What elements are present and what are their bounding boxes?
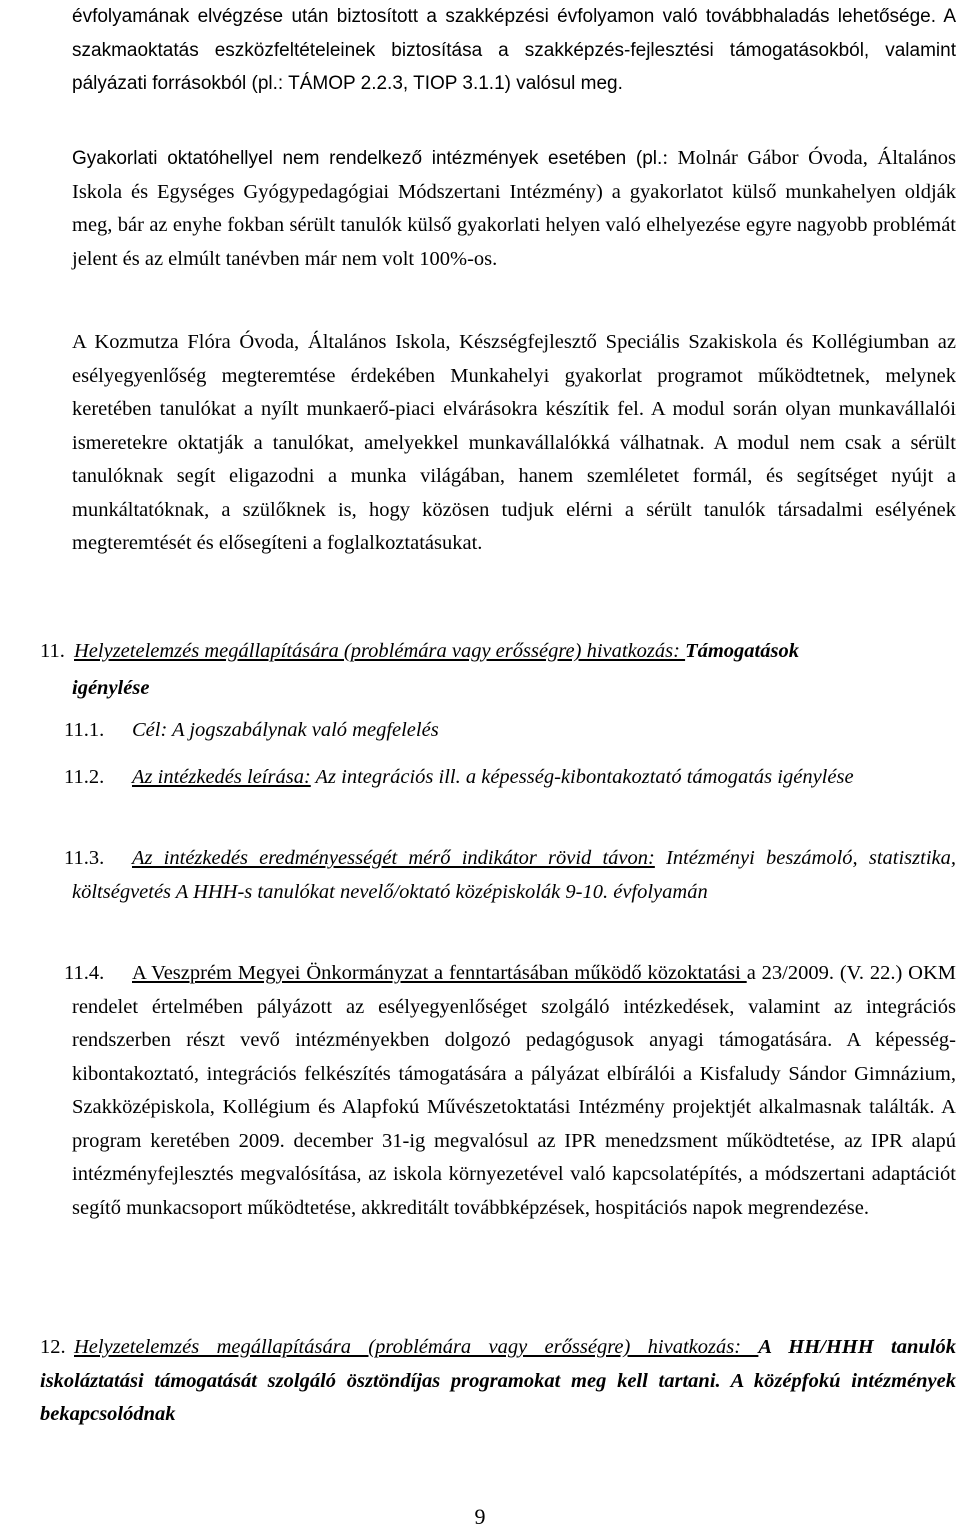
item-11-2-text: Az integrációs ill. a képesség-kibontakoztató támogatás igénylése bbox=[310, 766, 854, 788]
item-11-2 bbox=[64, 761, 956, 795]
item-11-3 bbox=[64, 842, 956, 909]
item-11-1-number: 11.1. bbox=[64, 719, 105, 741]
section-12-title: A HH/HHH tanulók iskoláztatási támogatását szolgáló ösztöndíjas programokat meg kell tartani. A középfokú intézmények bekapcsolódnak bbox=[40, 1336, 956, 1425]
section-11-title-line1: Támogatások bbox=[685, 640, 799, 662]
item-11-1-text: Cél: A jogszabálynak való megfelelés bbox=[132, 719, 439, 741]
page-number: 9 bbox=[474, 1504, 486, 1529]
item-11-3-label: Az intézkedés eredményességét mérő indikátor rövid távon: bbox=[132, 847, 655, 869]
item-11-1 bbox=[64, 714, 956, 748]
section-12-heading bbox=[40, 1331, 956, 1432]
section-11-heading bbox=[40, 634, 956, 668]
paragraph-practical-training bbox=[72, 142, 956, 276]
section-11-title-cont bbox=[72, 671, 149, 705]
item-11-3-number: 11.3. bbox=[64, 847, 105, 869]
paragraph-intro bbox=[72, 0, 956, 101]
paragraph-practical-lead: Gyakorlati oktatóhellyel nem rendelkező intézmények esetében (pl. bbox=[72, 148, 663, 169]
item-11-4-label: A Veszprém Megyei Önkormányzat a fenntartásában működő közoktatási bbox=[132, 962, 747, 984]
paragraph-intro-text: évfolyamának elvégzése után biztosított a szakképzési évfolyamon való továbbhaladás lehetősége. A szakmaoktatás eszközfeltételeinek biztosítása a szakképzés-fejlesztési támogatásokból, valamint pályázati forrásokból (pl.: TÁMOP 2.2.3, TIOP 3.1.1) valósul meg. bbox=[72, 6, 956, 94]
item-11-2-label: Az intézkedés leírása: bbox=[132, 766, 311, 788]
paragraph-practical-rest: : Molnár Gábor Óvoda, Általános Iskola és Egységes Gyógypedagógiai Módszertani Intézmény) a gyakorlatot külső munkahelyen oldják meg, bár az enyhe fokban sérült tanulók külső gyakorlati helyen való elhelyezése egyre nagyobb problémát jelent és az elmúlt tanévben már nem volt 100%-os. bbox=[72, 147, 956, 270]
item-11-4 bbox=[64, 957, 956, 1225]
section-12-reference-label: Helyzetelemzés megállapítására (problémára vagy erősségre) hivatkozás: bbox=[74, 1336, 759, 1358]
section-12-number: 12. bbox=[40, 1336, 66, 1358]
item-11-3-text: Intézményi beszámoló, statisztika, költségvetés A HHH-s tanulókat nevelő/oktató középiskolák 9-10. évfolyamán bbox=[72, 847, 956, 903]
item-11-2-number: 11.2. bbox=[64, 766, 105, 788]
paragraph-kozmutza-text: A Kozmutza Flóra Óvoda, Általános Iskola, Készségfejlesztő Speciális Szakiskola és Kollégiumban az esélyegyenlőség megteremtése érdekében Munkahelyi gyakorlat programot működtetnek, melynek keretében tanulókat a nyílt munkaerő-piaci elvárásokra készítik fel. A modul során olyan munkavállalói ismeretekre oktatják a tanulókat, amelyekkel munkavállalókká válhatnak. A modul nem csak a sérült tanulóknak segít eligazodni a munka világában, hanem szemléletet formál, és segítséget nyújt a munkáltatóknak, a szülőknek is, hogy közösen tudjuk elérni a sérült tanulók társadalmi esélyének megteremtését és elősegíteni a foglalkoztatásukat. bbox=[72, 331, 956, 554]
section-11-reference-label: Helyzetelemzés megállapítására (problémára vagy erősségre) hivatkozás: bbox=[74, 640, 686, 662]
paragraph-kozmutza bbox=[72, 326, 956, 561]
section-11-number: 11. bbox=[40, 640, 65, 662]
section-11-title-line2: igénylése bbox=[72, 677, 150, 699]
item-11-4-text: a 23/2009. (V. 22.) OKM rendelet értelmében pályázott az esélyegyenlőséget szolgáló intézkedések, valamint az integrációs rendszerben részt vevő intézményekben dolgozó pedagógusok anyagi támogatására. A képesség-kibontakoztató, integrációs felkészítés támogatására a pályázat elbírálói a Kisfaludy Sándor Gimnázium, Szakközépiskola, Kollégium és Alapfokú Művészetoktatási Intézmény projektjét alkalmasnak találták. A program keretében 2009. december 31-ig megvalósul az IPR menedzsment működtetése, az IPR alapú intézményfejlesztés megvalósítása, az iskola környezetével való kapcsolatépítés, a módszertani adaptációt segítő munkacsoport működtetése, akkreditált továbbképzések, hospitációs napok megrendezése. bbox=[72, 962, 956, 1219]
item-11-4-number: 11.4. bbox=[64, 962, 105, 984]
